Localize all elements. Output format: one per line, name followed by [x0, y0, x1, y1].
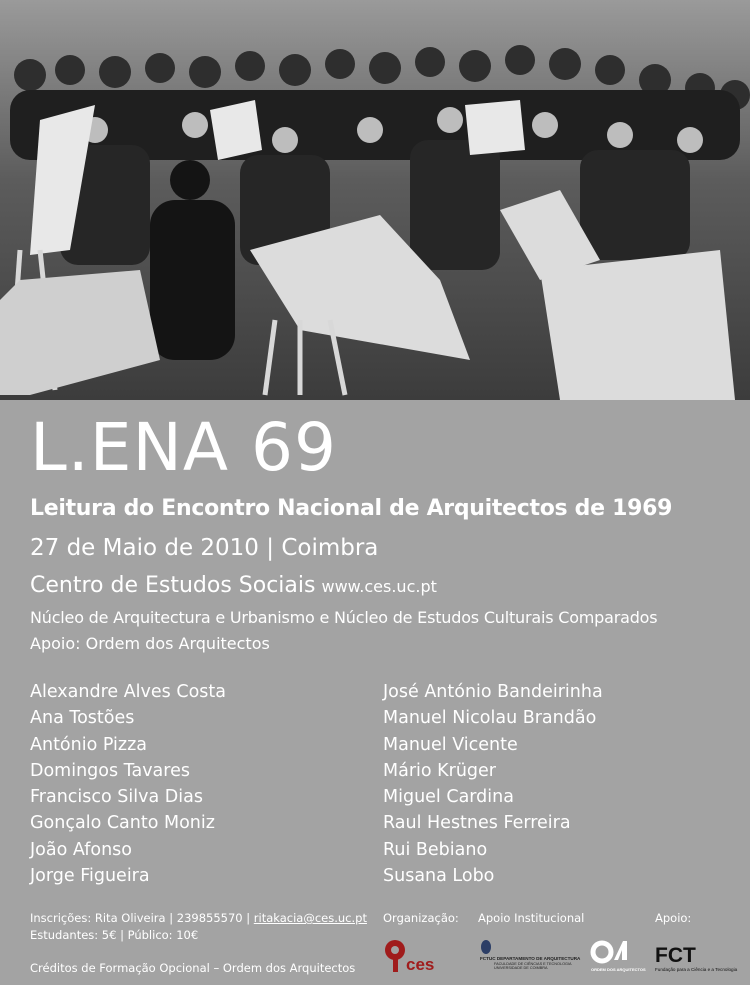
ces-logo — [383, 938, 443, 976]
support-label: Apoio: — [655, 911, 692, 925]
speakers-right-list — [383, 679, 603, 889]
venue-line — [30, 571, 437, 602]
event-title: L.ENA 69 — [30, 409, 337, 486]
speaker-name: Gonçalo Canto Moniz — [30, 813, 215, 834]
institutional-support-label: Apoio Institucional — [478, 911, 585, 925]
darq-line1: FCTUC DEPARTAMENTO DE ARQUITECTURA — [480, 956, 581, 961]
fct-logo — [655, 940, 745, 978]
darq-line3: UNIVERSIDADE DE COIMBRA — [494, 966, 548, 970]
speaker-name: António Pizza — [30, 734, 147, 755]
speaker-name: Rui Bebiano — [383, 839, 488, 860]
speaker-name: Manuel Vicente — [383, 734, 518, 755]
support-line: Apoio: Ordem dos Arquitectos — [30, 634, 270, 653]
speaker-name: Ana Tostões — [30, 708, 135, 729]
speaker-name: Jorge Figueira — [30, 866, 150, 887]
darq-logo — [478, 938, 581, 976]
speaker-name: Francisco Silva Dias — [30, 787, 203, 808]
darq-line2: FACULDADE DE CIÊNCIAS E TECNOLOGIA — [494, 962, 572, 966]
fct-logo-text: Fundação para a Ciência e a Tecnologia — [655, 967, 738, 972]
training-credits: Créditos de Formação Opcional – Ordem dos Arquitectos — [30, 961, 356, 975]
registration-email-link[interactable]: ritakacia@ces.uc.pt — [253, 911, 367, 925]
speaker-name: Domingos Tavares — [30, 760, 190, 781]
speaker-name: João Afonso — [30, 839, 132, 860]
fct-logo-mark: FCT — [655, 944, 696, 967]
oa-logo-text: ORDEM DOS ARQUITECTOS — [591, 967, 646, 972]
registration-info — [30, 910, 367, 926]
registration-text: Inscrições: Rita Oliveira | 239855570 | — [30, 911, 251, 925]
speaker-name: Mário Krüger — [383, 760, 496, 781]
ordem-arquitectos-logo — [590, 938, 646, 976]
event-subtitle: Leitura do Encontro Nacional de Arquitectos de 1969 — [30, 496, 673, 521]
speaker-name: Alexandre Alves Costa — [30, 682, 226, 702]
speaker-name: Raul Hestnes Ferreira — [383, 813, 571, 834]
speaker-name: Manuel Nicolau Brandão — [383, 708, 597, 729]
venue-name: Centro de Estudos Sociais — [30, 573, 316, 598]
event-date-place: 27 de Maio de 2010 | Coimbra — [30, 535, 379, 561]
speaker-name: José António Bandeirinha — [383, 682, 603, 702]
organization-label: Organização: — [383, 911, 459, 925]
speakers-left-list — [30, 679, 226, 889]
organizing-units: Núcleo de Arquitectura e Urbanismo e Núcleo de Estudos Culturais Comparados — [30, 608, 658, 627]
photo-illustration — [0, 0, 750, 400]
speaker-name: Miguel Cardina — [383, 787, 514, 808]
venue-url[interactable]: www.ces.uc.pt — [321, 577, 437, 596]
speaker-name: Susana Lobo — [383, 866, 495, 887]
historic-photo — [0, 0, 750, 400]
ces-logo-text: ces — [406, 955, 435, 974]
fees-info: Estudantes: 5€ | Público: 10€ — [30, 928, 199, 942]
